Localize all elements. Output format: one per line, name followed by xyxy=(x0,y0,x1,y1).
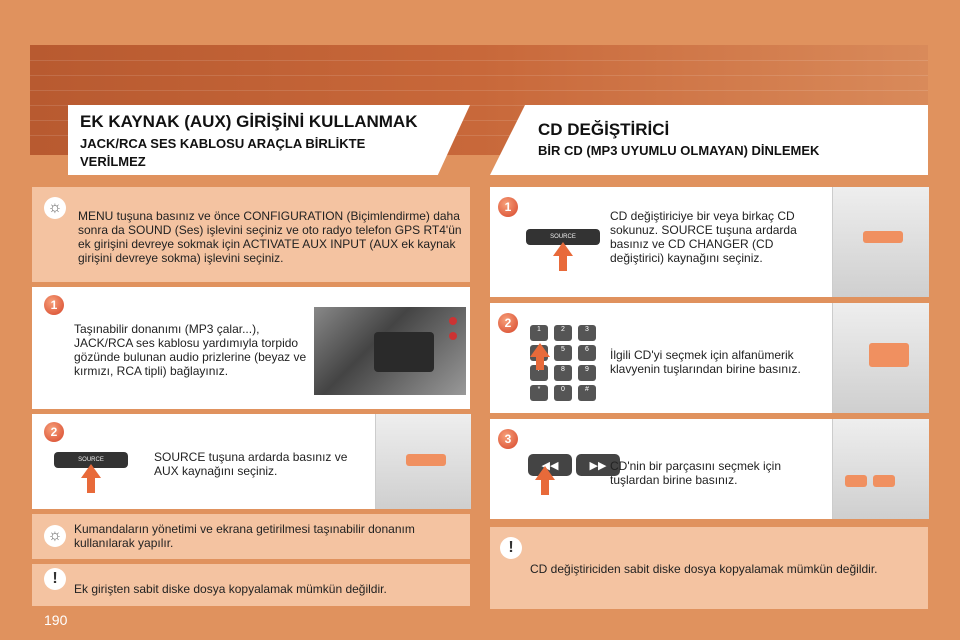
key-4[interactable]: 4 xyxy=(530,345,548,361)
source-button[interactable]: SOURCE xyxy=(526,229,600,245)
left-step2-text: SOURCE tuşuna ardarda basınız ve AUX kaynağını seçiniz. xyxy=(154,450,348,478)
sun-icon: ☼ xyxy=(44,525,66,547)
right-step1-panel xyxy=(490,187,928,297)
previous-track-button[interactable]: ◀◀ xyxy=(528,454,572,476)
radio-image xyxy=(832,303,929,413)
arrow-up-icon xyxy=(535,466,555,480)
warning-icon: ! xyxy=(44,568,66,590)
key-2[interactable]: 2 xyxy=(554,325,572,341)
left-subtitle-1: JACK/RCA SES KABLOSU ARAÇLA BİRLİKTE xyxy=(80,136,366,151)
step-badge: 3 xyxy=(498,429,518,449)
key-9[interactable]: 9 xyxy=(578,365,596,381)
key-5[interactable]: 5 xyxy=(554,345,572,361)
key-hash[interactable]: # xyxy=(578,385,596,401)
right-subtitle: BİR CD (MP3 UYUMLU OLMAYAN) DİNLEMEK xyxy=(538,143,820,158)
right-step3-text: CD'nin bir parçasını seçmek için tuşlardan birine basınız. xyxy=(610,459,782,487)
right-header xyxy=(490,105,928,175)
left-subtitle-2: VERİLMEZ xyxy=(80,154,146,169)
key-6[interactable]: 6 xyxy=(578,345,596,361)
right-warn-text: CD değiştiriciden sabit diske dosya kopyalamak mümkün değildir. xyxy=(530,562,878,576)
key-8[interactable]: 8 xyxy=(554,365,572,381)
right-step2-panel xyxy=(490,303,928,413)
glovebox-photo xyxy=(314,307,466,395)
key-0[interactable]: 0 xyxy=(554,385,572,401)
left-warn-panel xyxy=(32,564,470,606)
key-star[interactable]: * xyxy=(530,385,548,401)
warning-icon: ! xyxy=(500,537,522,559)
radio-image xyxy=(832,187,929,297)
right-step2-text: İlgili CD'yi seçmek için alfanümerik klavyenin tuşlarından birine basınız. xyxy=(610,348,801,376)
step-badge: 1 xyxy=(498,197,518,217)
left-step1-text: Taşınabilir donanımı (MP3 çalar...), JACK/RCA ses kablosu yardımıyla torpido gözünde bulunan audio prizlerine (beyaz ve kırmızı, RCA tipli) bağlayınız. xyxy=(74,322,307,378)
note-menu-panel xyxy=(32,187,470,282)
next-track-button[interactable]: ▶▶ xyxy=(576,454,620,476)
arrow-up-icon xyxy=(530,343,550,357)
left-warn-text: Ek girişten sabit diske dosya kopyalamak mümkün değildir. xyxy=(74,582,387,596)
note-control-text: Kumandaların yönetimi ve ekrana getirilmesi taşınabilir donanım kullanılarak yapılır. xyxy=(74,522,415,550)
key-1[interactable]: 1 xyxy=(530,325,548,341)
step-badge: 2 xyxy=(498,313,518,333)
arrow-up-icon xyxy=(553,242,573,256)
radio-image xyxy=(375,414,471,509)
step-badge: 2 xyxy=(44,422,64,442)
right-step3-panel xyxy=(490,419,928,519)
right-title: CD DEĞİŞTİRİCİ xyxy=(538,120,670,139)
arrow-up-icon xyxy=(81,464,101,478)
note-menu-text: MENU tuşuna basınız ve önce CONFIGURATION (Biçimlendirme) daha sonra da SOUND (Ses) işlevini seçiniz ve oto radyo telefon GPS RT4'ün ek girişini devreye sokmak için ACTIVATE AUX INPUT (AUX ek kaynak girişini devreye sokma) işlevini seçiniz. xyxy=(78,209,462,265)
radio-image xyxy=(832,419,929,519)
sun-icon: ☼ xyxy=(44,197,66,219)
step-badge: 1 xyxy=(44,295,64,315)
left-title: EK KAYNAK (AUX) GİRİŞİNİ KULLANMAK xyxy=(80,112,418,131)
left-step1-panel xyxy=(32,287,470,409)
key-3[interactable]: 3 xyxy=(578,325,596,341)
page-number: 190 xyxy=(44,612,68,628)
note-control-panel xyxy=(32,514,470,559)
source-button[interactable]: SOURCE xyxy=(54,452,128,468)
left-step2-panel xyxy=(32,414,470,509)
right-warn-panel xyxy=(490,527,928,609)
right-step1-text: CD değiştiriciye bir veya birkaç CD sokunuz. SOURCE tuşuna ardarda basınız ve CD CHANGER (CD değiştirici) kaynağını seçiniz. xyxy=(610,209,797,265)
